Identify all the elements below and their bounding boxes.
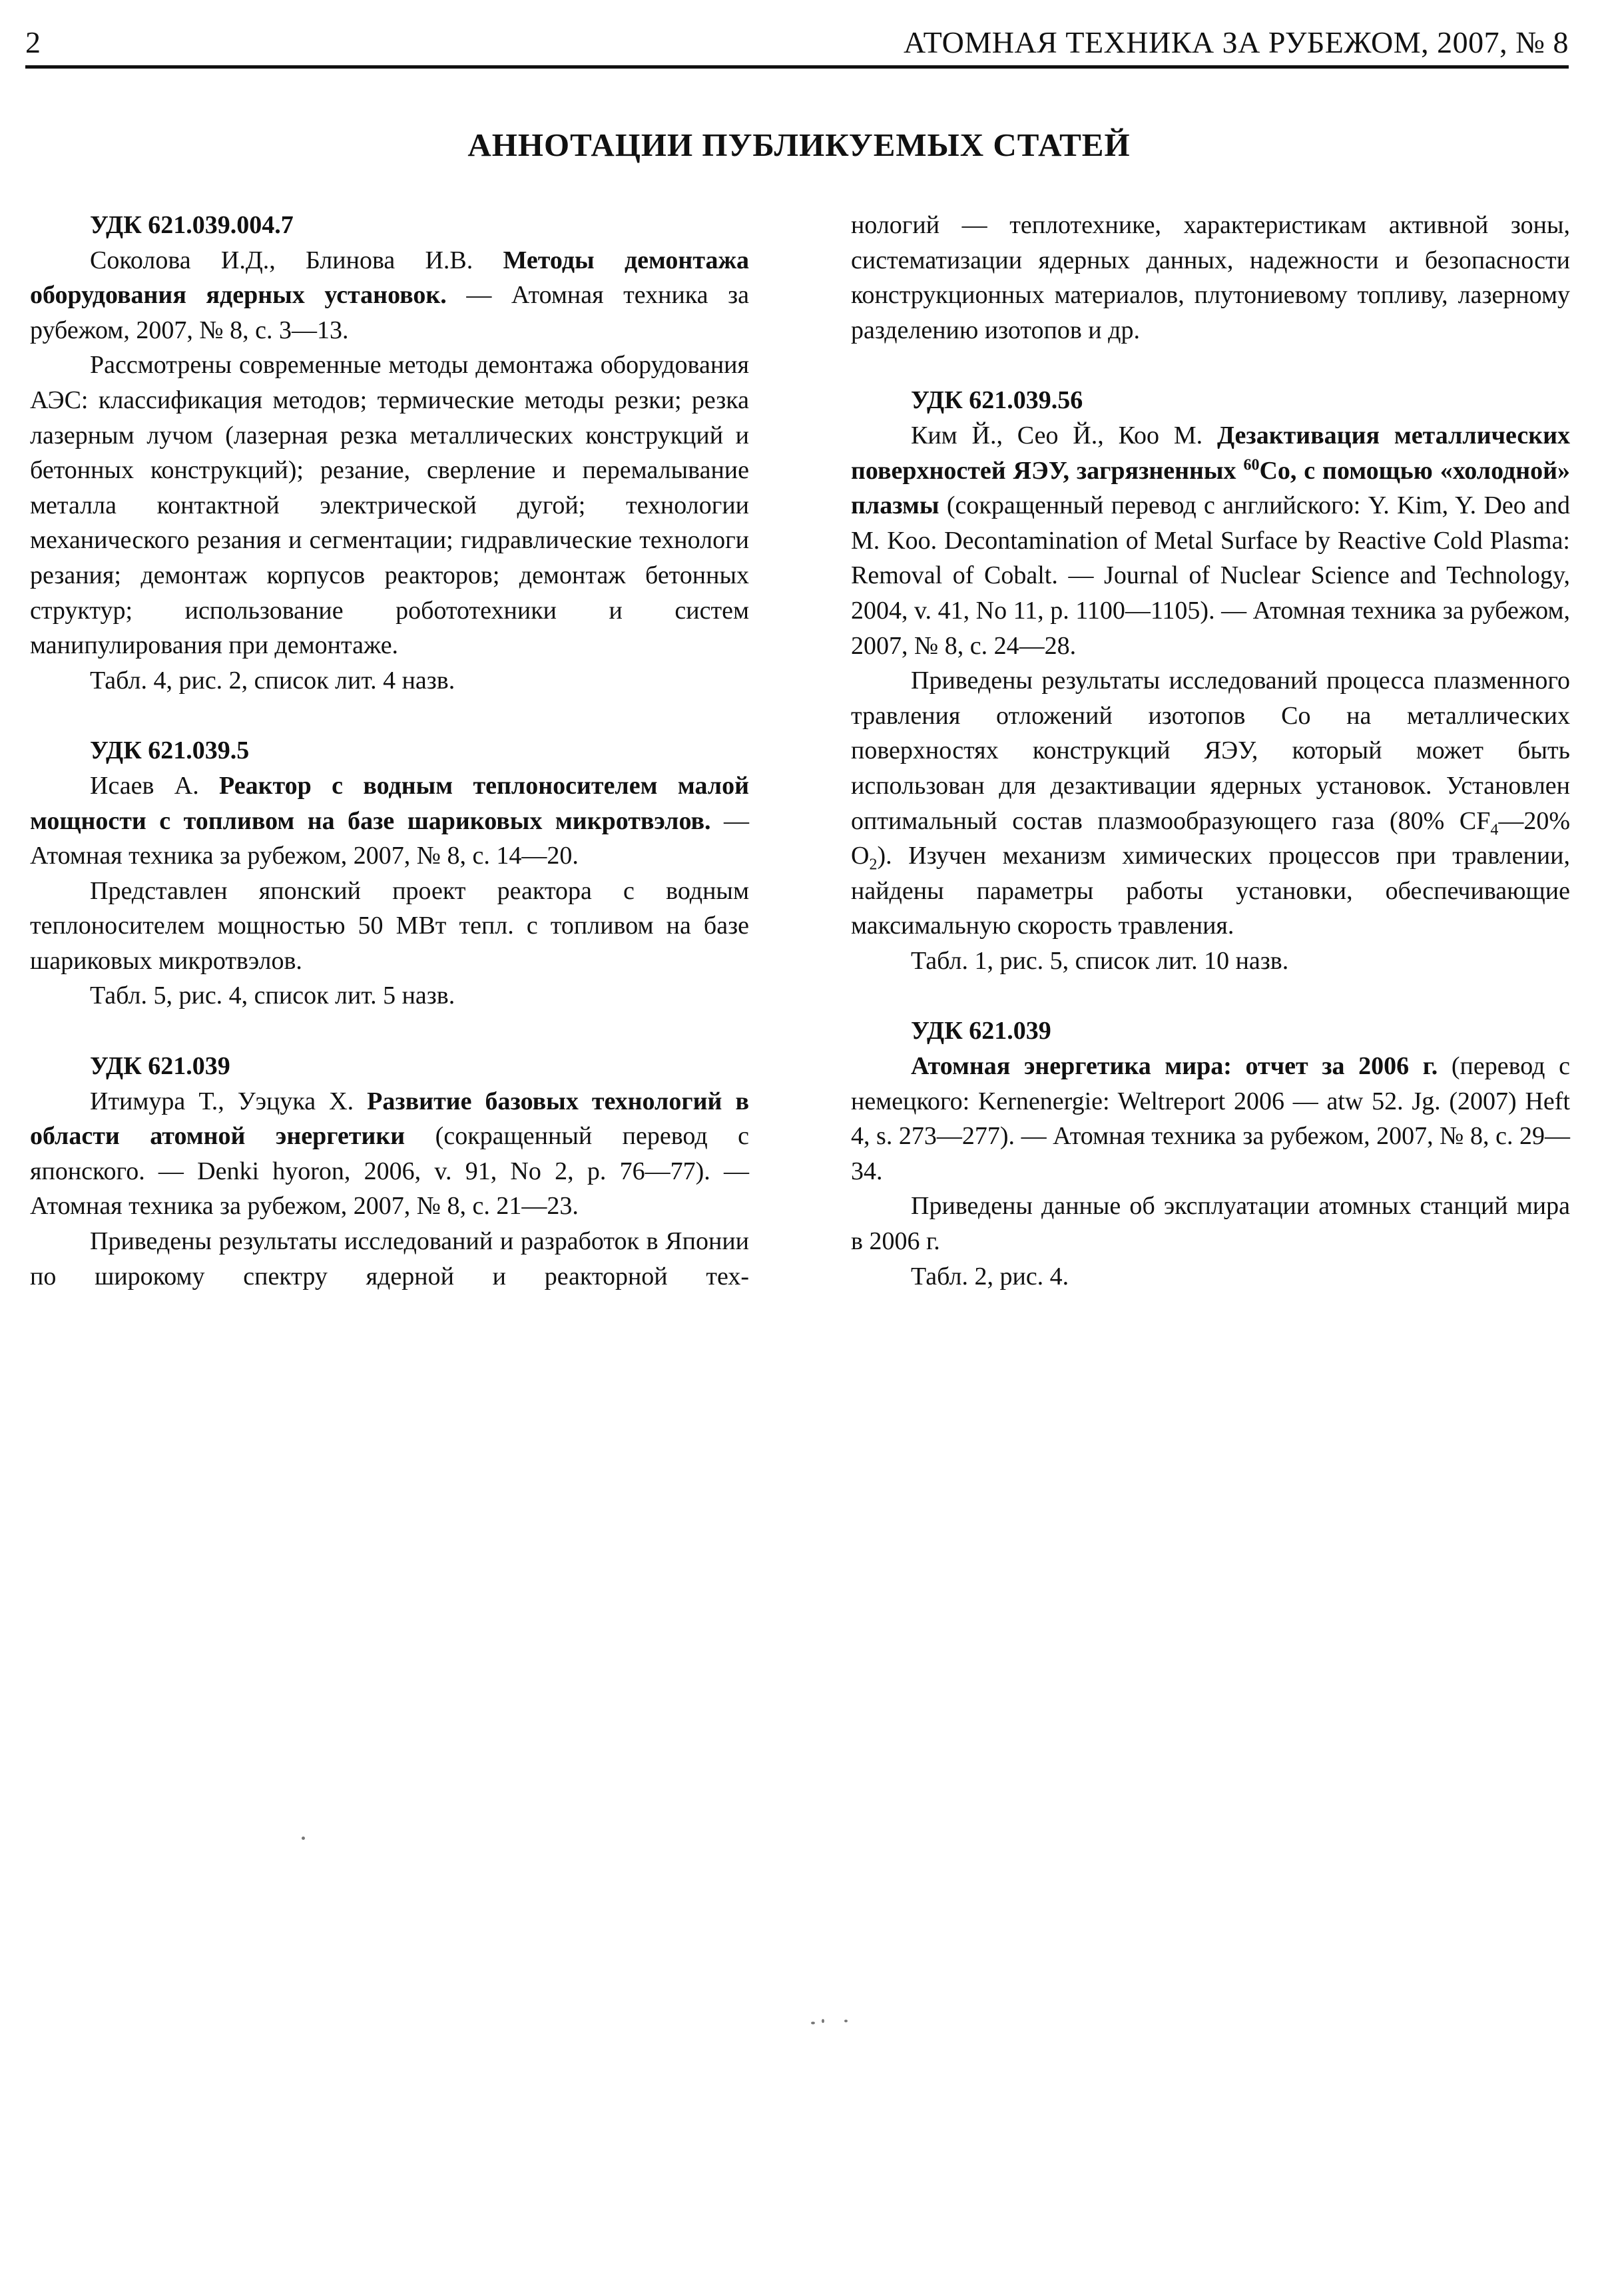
abstract [851,663,1570,944]
annotation-entry [30,733,749,1013]
right-column [851,208,1570,1329]
subscript: 4 [1490,821,1499,839]
journal-running-title: АТОМНАЯ ТЕХНИКА ЗА РУБЕЖОМ, 2007, № 8 [903,25,1569,59]
article-title: Реактор с водным теплоносителем малой мощности с топливом на базе шариковых микротвэлов. [30,771,749,835]
tables-figures-note: Табл. 4, рис. 2, список лит. 4 назв. [90,666,455,695]
annotation-entry [30,1049,749,1294]
source: (перевод с немецкого: Kernenergie: Weltreport 2006 — atw 52. Jg. (2007) Heft 4, s. 273—277). — Атомная техника за рубежом, 2007, № 8, с. 29—34. [851,1052,1570,1185]
citation [851,1049,1570,1189]
annotation-entry-continued [851,208,1570,348]
udk-code: УДК 621.039.004.7 [90,211,294,239]
udk-code: УДК 621.039.5 [90,736,250,765]
abstract-part: —20% O [851,806,1570,870]
abstract: Представлен японский проект реактора с водным теплоносителем мощностью 50 МВт тепл. с топливом на базе шариковых микротвэлов. [30,876,749,975]
tables-figures-note: Табл. 5, рис. 4, список лит. 5 назв. [90,982,455,1010]
article-title: Развитие базовых технологий в области атомной энергетики [30,1087,750,1151]
abstract-continued: нологий — теплотехнике, характеристикам активной зоны, систематизации ядерных данных, надежности и безопасности конструкционных материалов, плутониевому топливу, лазерному разделению изотопов и др. [851,211,1570,344]
section-title: АННОТАЦИИ ПУБЛИКУЕМЫХ СТАТЕЙ [467,127,1131,163]
scan-speck [822,2019,824,2023]
article-title-part: Co, с помощью «холодной» плазмы [851,456,1570,520]
authors: Итимура Т., Уэцука Х. [90,1087,368,1115]
isotope-mass-number: 60 [1243,455,1260,473]
scan-speck [811,2022,815,2024]
udk-code: УДК 621.039 [90,1052,230,1081]
article-title-part: Дезактивация металлических поверхностей ЯЭУ, загрязненных [851,421,1571,485]
source: (сокращенный перевод с японского. — Denki hyoron, 2006, v. 91, No 2, p. 76—77). — Атомная техника за рубежом, 2007, № 8, с. 21—23. [30,1122,750,1221]
citation [30,768,749,874]
abstract: Приведены данные об эксплуатации атомных станций мира в 2006 г. [851,1192,1570,1256]
running-header [25,19,1569,69]
annotation-entry [851,383,1570,978]
citation [851,418,1570,663]
citation [30,1084,749,1224]
authors: Ким Й., Сео Й., Коо М. [911,421,1217,449]
abstract: Рассмотрены современные методы демонтажа оборудования АЭС: классификация методов; термические методы резки; резка лазерным лучом (лазерная резка металлических конструкций и бетонных конструкций); резание, сверление и перемалывание металла контактной электрической дугой; технологии механического резания и сегментации; гидравлические технологи резания; демонтаж корпусов реакторов; демонтаж бетонных структур; использование робототехники и систем манипулирования при демонтаже. [30,351,749,660]
udk-code: УДК 621.039.56 [911,386,1083,415]
tables-figures-note: Табл. 1, рис. 5, список лит. 10 назв. [911,946,1289,975]
subscript: 2 [869,856,878,874]
abstract-part: Приведены результаты исследований процесса плазменного травления отложений изотопов Co на металлических поверхностях конструкций ЯЭУ, который может быть использован для дезактивации ядерных установок. Установлен оптимальный состав плазмообразующего газа (80% CF [851,667,1570,835]
tables-figures-note: Табл. 2, рис. 4. [911,1262,1069,1291]
citation [30,243,749,348]
article-title: Атомная энергетика мира: отчет за 2006 г. [911,1052,1438,1081]
authors: Соколова И.Д., Блинова И.В. [90,246,503,274]
annotation-entry [851,1013,1570,1294]
page-number: 2 [25,25,41,59]
source: — Атомная техника за рубежом, 2007, № 8, с. 3—13. [30,281,749,344]
source: — Атомная техника за рубежом, 2007, № 8, с. 14—20. [30,806,750,870]
udk-code: УДК 621.039 [911,1017,1051,1045]
authors: Исаев А. [90,771,220,800]
abstract: Приведены результаты исследований и разработок в Японии по широкому спектру ядерной и реакторной тех- [30,1227,749,1291]
annotation-entry [30,208,749,698]
source: (сокращенный перевод с английского: Y. Kim, Y. Deo and M. Koo. Decontamination of Metal Surface by Reactive Cold Plasma: Removal of Cobalt. — Journal of Nuclear Science and Technology, 2004, v. 41, No 11, p. 1100—1105). — Атомная техника за рубежом, 2007, № 8, с. 24—28. [851,491,1570,660]
scan-speck [844,2020,848,2022]
scan-speck [302,1837,305,1840]
left-column [30,208,749,1329]
article-title: Методы демонтажа оборудования ядерных установок. [30,246,749,310]
abstract-part: ). Изучен механизм химических процессов при травлении, найдены параметры работы установки, обеспечивающие максимальную скорость травления. [851,842,1570,940]
